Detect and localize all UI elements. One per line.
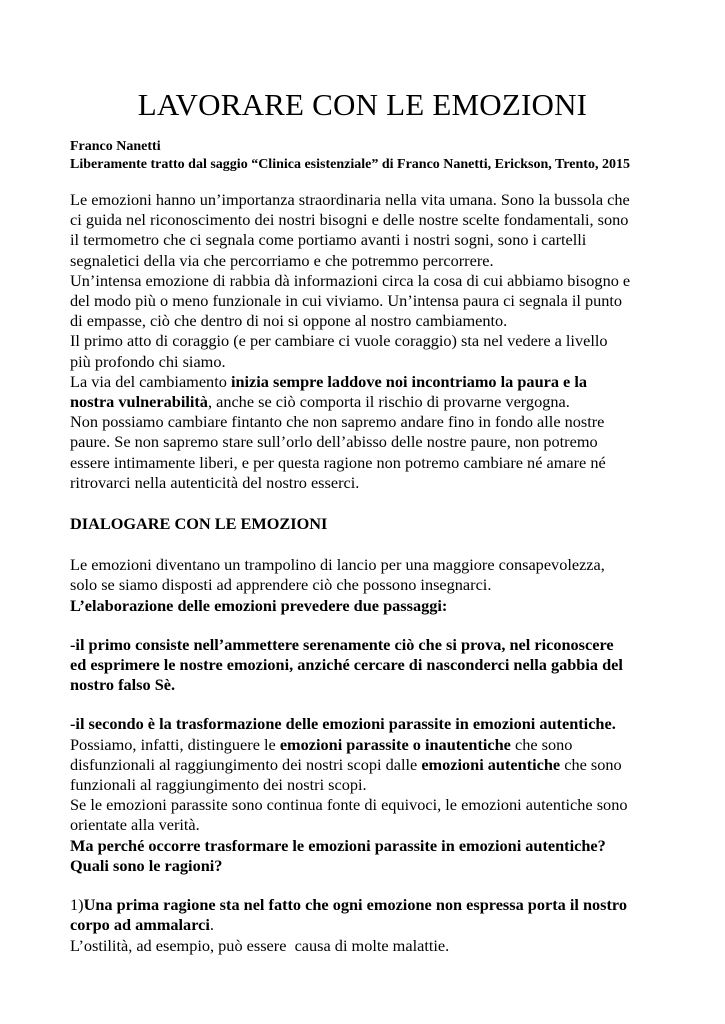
list-number: 1) bbox=[70, 895, 84, 915]
text-line: Le emozioni diventano un trampolino di lancio per una maggiore consapevolezza, bbox=[70, 555, 605, 575]
text-line: solo se siamo disposti ad apprendere ciò che possono insegnarci. bbox=[70, 575, 492, 595]
text-line bbox=[70, 735, 665, 755]
text-run: che sono bbox=[510, 734, 573, 754]
bold-run: inizia sempre laddove noi incontriamo la paura e la bbox=[230, 371, 588, 391]
text-run: che sono bbox=[560, 754, 622, 774]
text-line: Se le emozioni parassite sono continua fonte di equivoci, le emozioni autentiche sono bbox=[70, 795, 628, 815]
text-line bbox=[70, 755, 665, 775]
text-run: disfunzionali al raggiungimento dei nostri scopi dalle bbox=[70, 754, 422, 774]
text-run: Possiamo, infatti, distinguere le bbox=[70, 734, 280, 754]
bold-run: corpo ad ammalarci bbox=[70, 915, 210, 935]
bold-line: nostro falso Sè. bbox=[70, 675, 176, 695]
bold-line: -il secondo è la trasformazione delle emozioni parassite in emozioni autentiche. bbox=[70, 714, 616, 734]
bold-run: Una prima ragione sta nel fatto che ogni emozione non espressa porta il nostro bbox=[83, 895, 628, 915]
text-line: Non possiamo cambiare fintanto che non sapremo andare fino in fondo alle nostre bbox=[70, 412, 605, 432]
bold-line: -il primo consiste nell’ammettere serenamente ciò che si prova, nel riconoscere bbox=[70, 634, 614, 654]
paragraph-step-two bbox=[70, 714, 665, 876]
bold-line: ed esprimere le nostre emozioni, anziché cercare di nasconderci nella gabbia del bbox=[70, 655, 623, 675]
paragraph-reason-one bbox=[70, 895, 665, 956]
document-title: LAVORARE CON LE EMOZIONI bbox=[137, 87, 588, 122]
text-line: paure. Se non sapremo stare sull’orlo dell’abisso delle nostre paure, non potremo bbox=[70, 432, 598, 452]
text-line bbox=[70, 895, 665, 915]
text-line bbox=[70, 372, 665, 392]
text-line: segnaletici della via che percorriamo e che potremmo percorrere. bbox=[70, 250, 494, 270]
text-line: Un’intensa emozione di rabbia dà informazioni circa la cosa di cui abbiamo bisogno e bbox=[70, 270, 631, 290]
paragraph-intro bbox=[70, 190, 665, 271]
paragraph-rabbia bbox=[70, 271, 665, 332]
text-line bbox=[70, 915, 665, 935]
text-line: Le emozioni hanno un’importanza straordinaria nella vita umana. Sono la bussola che bbox=[70, 190, 630, 209]
bold-line: Ma perché occorre trasformare le emozioni parassite in emozioni autentiche? bbox=[70, 835, 606, 855]
paragraph-trampolino bbox=[70, 555, 665, 616]
text-run: . bbox=[209, 915, 214, 935]
text-line: essere intimamente liberi, e per questa ragione non potremo cambiare né amare né bbox=[70, 452, 606, 472]
text-line: funzionali al raggiungimento dei nostri scopi. bbox=[70, 775, 367, 795]
text-run: La via del cambiamento bbox=[70, 371, 231, 391]
section-heading: DIALOGARE CON LE EMOZIONI bbox=[70, 514, 328, 534]
text-line: ci guida nel riconoscimento dei nostri bisogni e delle nostre scelte fondamentali, sono bbox=[70, 210, 629, 230]
text-line: L’ostilità, ad esempio, può essere causa di molte malattie. bbox=[70, 935, 450, 955]
paragraph-paure bbox=[70, 412, 665, 493]
bold-run: emozioni autentiche bbox=[421, 754, 561, 774]
text-line bbox=[70, 392, 665, 412]
paragraph-step-one bbox=[70, 635, 665, 696]
text-line: il termometro che ci segnala come portiamo avanti i nostri sogni, sono i cartelli bbox=[70, 230, 587, 250]
bold-line: L’elaborazione delle emozioni prevedere due passaggi: bbox=[70, 595, 448, 615]
author-block bbox=[70, 138, 670, 174]
paragraph-coraggio bbox=[70, 331, 665, 371]
text-line: ritrovarci nella autenticità del nostro esserci. bbox=[70, 472, 360, 492]
author-name: Franco Nanetti bbox=[70, 139, 161, 154]
text-line: più profondo chi siamo. bbox=[70, 351, 226, 371]
paragraph-cambiamento bbox=[70, 372, 665, 412]
document-body bbox=[70, 190, 665, 956]
text-line: del modo più o meno funzionale in cui viviamo. Un’intensa paura ci segnala il punto bbox=[70, 291, 623, 311]
bold-line: Quali sono le ragioni? bbox=[70, 855, 223, 875]
source-citation: Liberamente tratto dal saggio “Clinica esistenziale” di Franco Nanetti, Erickson, Trento, 2015 bbox=[70, 157, 630, 172]
bold-run: nostra vulnerabilità bbox=[70, 392, 208, 412]
text-line: Il primo atto di coraggio (e per cambiare ci vuole coraggio) sta nel vedere a livello bbox=[70, 331, 608, 351]
text-line: orientate alla verità. bbox=[70, 815, 200, 835]
text-line: di empasse, ciò che dentro di noi si oppone al nostro cambiamento. bbox=[70, 311, 508, 331]
bold-run: emozioni parassite o inautentiche bbox=[279, 734, 511, 754]
text-run: , anche se ciò comporta il rischio di provarne vergogna. bbox=[207, 392, 570, 412]
